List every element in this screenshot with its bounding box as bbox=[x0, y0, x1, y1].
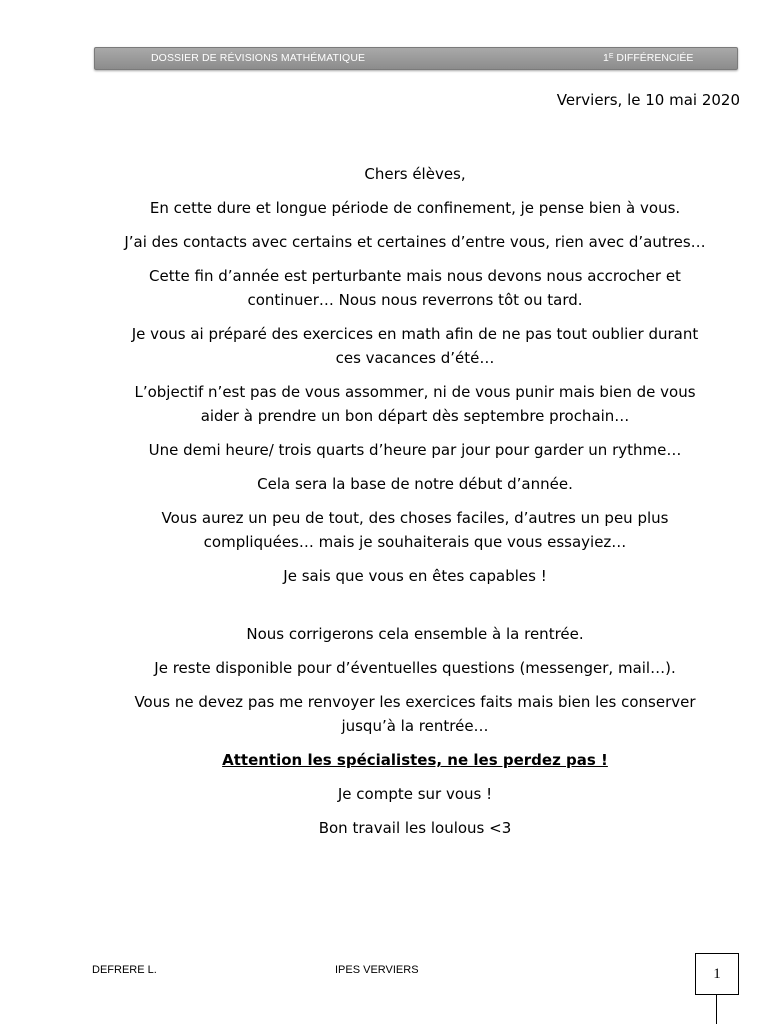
letter-paragraph-12-line-1: Vous ne devez pas me renvoyer les exercices faits mais bien les conserver bbox=[134, 693, 696, 711]
header-level bbox=[603, 52, 693, 64]
letter-paragraph-8-line-1: Vous aurez un peu de tout, des choses faciles, d’autres un peu plus bbox=[161, 509, 669, 527]
letter-paragraph-4-line-1: Je vous ai préparé des exercices en math afin de ne pas tout oublier durant bbox=[131, 325, 699, 343]
header-title: DOSSIER DE RÉVISIONS MATHÉMATIQUE bbox=[151, 52, 366, 64]
letter-paragraph-9: Je sais que vous en êtes capables ! bbox=[283, 567, 547, 585]
letter-paragraph-3-line-1: Cette fin d’année est perturbante mais nous devons nous accrocher et bbox=[149, 267, 681, 285]
page-number-connector-line bbox=[716, 995, 717, 1024]
letter-body bbox=[70, 162, 760, 840]
letter-paragraph-4 bbox=[70, 322, 760, 370]
letter-warning: Attention les spécialistes, ne les perdez pas ! bbox=[222, 751, 608, 769]
letter-paragraph-12 bbox=[70, 690, 760, 738]
header-level-number: 1 bbox=[603, 52, 609, 64]
letter-paragraph-8 bbox=[70, 506, 760, 554]
letter-paragraph-5-line-2: aider à prendre un bon départ dès septembre prochain… bbox=[200, 407, 630, 425]
page-number-box bbox=[695, 953, 739, 995]
letter-date: Verviers, le 10 mai 2020 bbox=[556, 91, 740, 109]
letter-paragraph-11: Je reste disponible pour d’éventuelles questions (messenger, mail…). bbox=[154, 659, 676, 677]
letter-salutation: Chers élèves, bbox=[364, 165, 466, 183]
letter-paragraph-4-line-2: ces vacances d’été… bbox=[335, 349, 495, 367]
page-number: 1 bbox=[713, 966, 721, 982]
letter-paragraph-6: Une demi heure/ trois quarts d’heure par jour pour garder un rythme… bbox=[148, 441, 682, 459]
header-level-label: DIFFÉRENCIÉE bbox=[613, 52, 694, 64]
letter-paragraph-3-line-2: continuer… Nous nous reverrons tôt ou tard. bbox=[247, 291, 583, 309]
header-level-superscript: E bbox=[608, 53, 614, 60]
footer-author: DEFRERE L. bbox=[92, 964, 157, 976]
letter-paragraph-1: En cette dure et longue période de confinement, je pense bien à vous. bbox=[149, 199, 681, 217]
letter-paragraph-10: Nous corrigerons cela ensemble à la rentrée. bbox=[246, 625, 584, 643]
letter-paragraph-8-line-2: compliquées… mais je souhaiterais que vous essayiez… bbox=[203, 533, 627, 551]
letter-paragraph-7: Cela sera la base de notre début d’année. bbox=[257, 475, 573, 493]
letter-paragraph-3 bbox=[70, 264, 760, 312]
footer-school: IPES VERVIERS bbox=[335, 964, 419, 976]
letter-paragraph-12-line-2: jusqu’à la rentrée… bbox=[341, 717, 489, 735]
letter-paragraph-14: Je compte sur vous ! bbox=[337, 785, 493, 803]
letter-closing: Bon travail les loulous <3 bbox=[318, 819, 512, 837]
letter-paragraph-5 bbox=[70, 380, 760, 428]
letter-paragraph-2: J’ai des contacts avec certains et certaines d’entre vous, rien avec d’autres… bbox=[124, 233, 706, 251]
document-header-bar bbox=[94, 47, 738, 70]
letter-paragraph-5-line-1: L’objectif n’est pas de vous assommer, ni de vous punir mais bien de vous bbox=[134, 383, 696, 401]
